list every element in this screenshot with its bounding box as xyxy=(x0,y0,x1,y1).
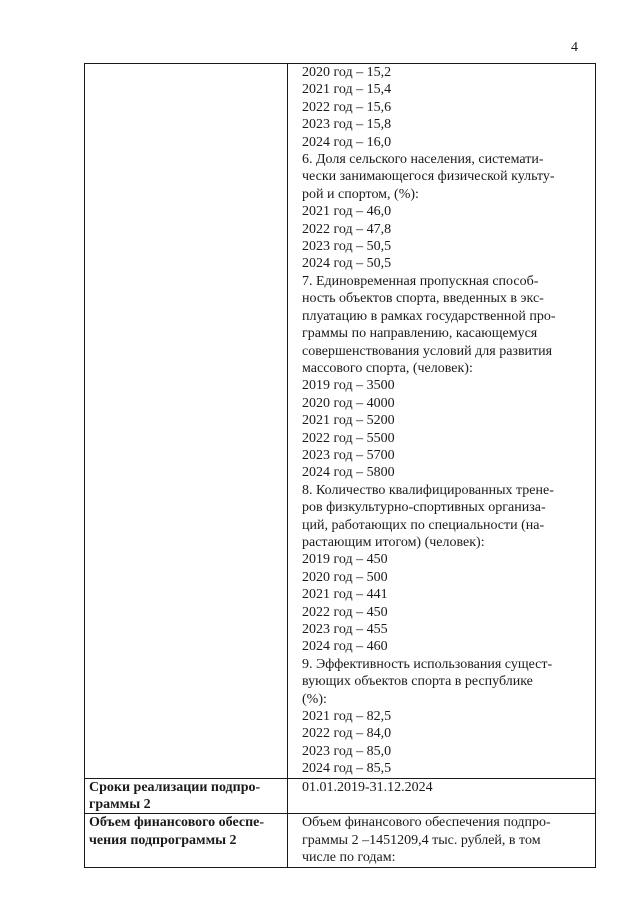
indicators-label-cell xyxy=(85,64,288,779)
financing-value-line: числе по годам: xyxy=(302,850,396,866)
indicator-6-text-line: 6. Доля сельского населения, системати- xyxy=(302,152,544,168)
year-value-line: 2022 год – 84,0 xyxy=(302,726,392,742)
indicator-8-text-line: ций, работающих по специальности (на- xyxy=(302,517,545,533)
year-value-line: 2023 год – 85,0 xyxy=(302,743,392,759)
year-value-line: 2024 год – 5800 xyxy=(302,465,395,481)
indicator-9-text-line: 9. Эффективность использования сущест- xyxy=(302,656,553,672)
indicator-9-text-line: вующих объектов спорта в республике xyxy=(302,674,533,690)
timeline-value: 01.01.2019-31.12.2024 xyxy=(302,779,433,795)
year-value-line: 2021 год – 15,4 xyxy=(302,82,392,98)
timeline-label-line: граммы 2 xyxy=(89,797,151,813)
table-row-indicators xyxy=(85,64,596,779)
year-value-line: 2023 год – 50,5 xyxy=(302,239,392,255)
indicators-value-cell xyxy=(288,64,596,779)
year-value-line: 2019 год – 450 xyxy=(302,552,388,568)
timeline-label-line: Сроки реализации подпро- xyxy=(89,779,261,795)
year-value-line: 2021 год – 46,0 xyxy=(302,204,392,220)
year-value-line: 2024 год – 85,5 xyxy=(302,761,392,777)
year-value-line: 2023 год – 5700 xyxy=(302,447,395,463)
table-row-financing xyxy=(85,814,596,867)
indicator-8-text-line: растающим итогом) (человек): xyxy=(302,534,485,550)
year-value-line: 2021 год – 441 xyxy=(302,587,388,603)
financing-value-cell xyxy=(288,814,596,867)
year-value-line: 2023 год – 15,8 xyxy=(302,117,392,133)
timeline-value-cell xyxy=(288,778,596,814)
financing-label-cell xyxy=(85,814,288,867)
indicator-7-text-line: массового спорта, (человек): xyxy=(302,360,473,376)
subprogram-passport-table xyxy=(84,63,596,868)
indicator-7-text-line: ность объектов спорта, введенных в экс- xyxy=(302,291,544,307)
indicator-8-text-line: ров физкультурно-спортивных организа- xyxy=(302,500,546,516)
year-value-line: 2021 год – 82,5 xyxy=(302,709,392,725)
year-value-line: 2023 год – 455 xyxy=(302,622,388,637)
financing-value-line: Объем финансового обеспечения подпро- xyxy=(302,815,551,831)
financing-label-line: чения подпрограммы 2 xyxy=(89,832,237,848)
timeline-label-cell xyxy=(85,778,288,814)
indicator-9-text-line: (%): xyxy=(302,691,327,707)
indicator-7-text-line: 7. Единовременная пропускная способ- xyxy=(302,273,539,289)
year-value-line: 2022 год – 47,8 xyxy=(302,221,392,237)
year-value-line: 2022 год – 5500 xyxy=(302,430,395,446)
table-row-timeline xyxy=(85,778,596,814)
year-value-line: 2021 год – 5200 xyxy=(302,413,395,429)
page-number: 4 xyxy=(571,40,578,55)
year-value-line: 2022 год – 450 xyxy=(302,604,388,620)
year-value-line: 2020 год – 4000 xyxy=(302,395,395,411)
indicator-8-text-line: 8. Количество квалифицированных трене- xyxy=(302,482,554,498)
financing-value-line: граммы 2 –1451209,4 тыс. рублей, в том xyxy=(302,832,541,848)
indicator-7-text-line: граммы по направлению, касающемуся xyxy=(302,326,538,342)
indicator-6-text-line: рой и спортом, (%): xyxy=(302,186,419,202)
indicator-7-text-line: совершенствования условий для развития xyxy=(302,343,553,359)
year-value-line: 2022 год – 15,6 xyxy=(302,99,392,115)
year-value-line: 2024 год – 460 xyxy=(302,639,388,655)
year-value-line: 2024 год – 50,5 xyxy=(302,256,392,272)
financing-label-line: Объем финансового обеспе- xyxy=(89,815,265,831)
year-value-line: 2024 год – 16,0 xyxy=(302,134,392,150)
year-value-line: 2020 год – 500 xyxy=(302,569,388,585)
indicator-7-text-line: плуатацию в рамках государственной про- xyxy=(302,308,556,324)
year-value-line: 2019 год – 3500 xyxy=(302,378,395,394)
indicator-6-text-line: чески занимающегося физической культу- xyxy=(302,169,555,185)
year-value-line: 2020 год – 15,2 xyxy=(302,65,392,80)
